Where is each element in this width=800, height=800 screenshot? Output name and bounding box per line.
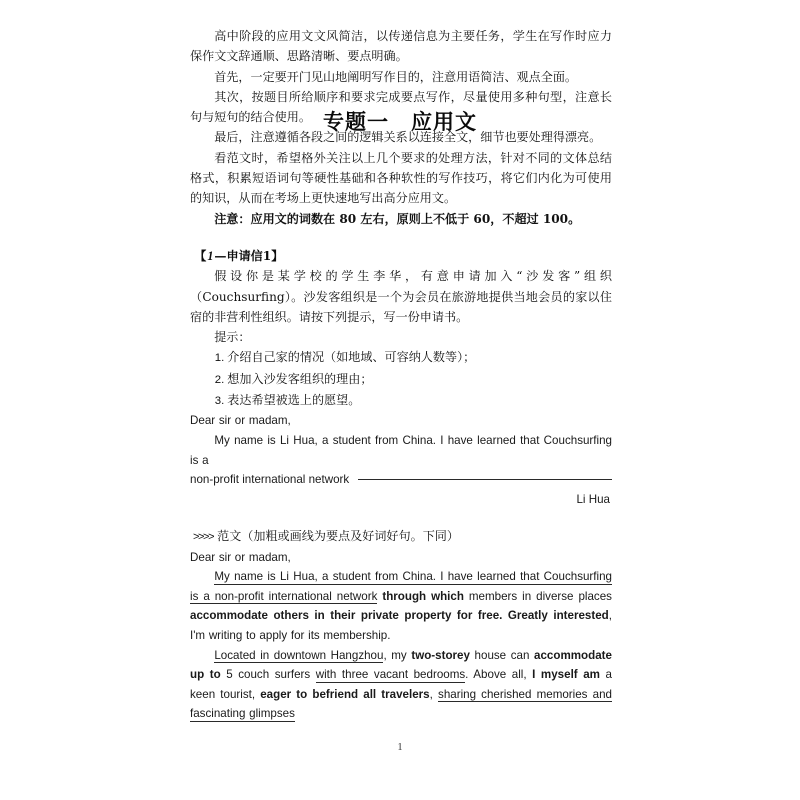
prompt-item-number: 3. (214, 395, 225, 408)
essay-underline-span: My name is Li Hua, a student from China. I have learned that Couchsurfing is a non-profit international network (190, 570, 612, 603)
essay-plain-span: 5 couch surfers (226, 668, 311, 682)
essay-plain-span: , my (383, 648, 407, 662)
prompt-item-number: 2. (214, 373, 225, 386)
prompt-item-number: 1. (214, 352, 225, 365)
prompt-item-text: 介绍自己家的情况（如地域、可容纳人数等）； (227, 350, 476, 365)
model-salutation: Dear sir or madam, (190, 550, 291, 564)
prompt-item-text: 想加入沙发客组织的理由； (227, 371, 373, 386)
essay-bold-span: accommodate up to (190, 648, 612, 682)
spacer (190, 509, 612, 526)
task-body-line: My name is Li Hua, a student from China. I have learned that Couchsurfing is a (190, 433, 612, 467)
model-paragraph-1 (190, 567, 612, 645)
bracket-close: 】 (271, 248, 284, 263)
essay-bold-span: accommodate others in their private property for free. Greatly interested (190, 609, 609, 623)
task-signature: Li Hua (576, 492, 610, 506)
essay-plain-span: , (429, 687, 433, 701)
prompt-label: 提示： (214, 330, 251, 345)
essay-plain-span: a keen tourist, (190, 668, 612, 701)
section-heading (190, 229, 612, 266)
intro-paragraph: 最后，注意遵循各段之间的逻辑关系以连接全文，细节也要处理得漂亮。 (214, 130, 602, 145)
essay-bold-span: I myself am (532, 668, 600, 682)
answer-blank-rule (358, 468, 612, 480)
intro-section (190, 26, 612, 229)
chevron-right-icon: >>>> (193, 531, 214, 544)
intro-paragraph: 看范文时，希望格外关注以上几个要求的处理方法，针对不同的文体总结格式，积累短语词句等硬性基础和各种软性的写作技巧，将它们内化为可使用的知识，从而在考场上更快速地写出高分应用文。 (190, 150, 612, 206)
bracket-open: 【 (194, 248, 207, 263)
prompt-intro: 假设你是某学校的学生李华，有意申请加入“沙发客”组织（Couchsurfing）。沙发客组织是一个为会员在旅游地提供当地会员的家以住宿的非营利性组织。请按下列提示，写一份申请书。 (190, 269, 612, 324)
essay-plain-span: members in diverse places (468, 589, 612, 603)
section-number: 1 (207, 248, 214, 263)
task-answer-rule-row (190, 470, 612, 490)
model-paragraph-2 (190, 646, 612, 724)
prompt-list-item (190, 369, 612, 390)
word-count-note: 注意：应用文的词数在 80 左右，原则上不低于 60，不超过 100。 (214, 211, 581, 226)
task-salutation: Dear sir or madam, (190, 414, 291, 428)
intro-paragraph: 其次，按题目所给顺序和要求完成要点写作，尽量使用多种句型，注意长句与短句的结合使用。 (190, 89, 612, 125)
intro-paragraph: 高中阶段的应用文文风简洁，以传递信息为主要任务，学生在写作时应力保作文文辞通顺、思路清晰、要点明确。 (190, 29, 612, 64)
essay-bold-span: through which (382, 589, 464, 603)
prompt-list-item (190, 390, 612, 411)
task-body-line-tail: non-profit international network (190, 473, 350, 487)
model-essay-marker (190, 526, 612, 547)
prompt-list-item (190, 347, 612, 368)
prompt-item-text: 表达希望被选上的愿望。 (227, 393, 361, 408)
essay-plain-span: , I'm writing to apply for its membership. (190, 609, 612, 642)
page-content (190, 0, 612, 724)
page-number: 1 (397, 742, 403, 753)
essay-underline-span: Located in downtown Hangzhou (214, 648, 384, 662)
essay-plain-span: house can (474, 648, 530, 662)
section-heading-label: —申请信1 (214, 248, 272, 263)
page-title: 专题一 应用文 (323, 109, 477, 134)
essay-bold-span: two-storey (411, 648, 470, 662)
essay-bold-span: eager to befriend all travelers (260, 687, 430, 701)
essay-underline-span: sharing cherished memories and fascinating glimpses (190, 687, 612, 721)
intro-paragraph: 首先，一定要开门见山地阐明写作目的，注意用语简洁、观点全面。 (214, 69, 578, 84)
model-essay-marker-text: 范文（加粗或画线为要点及好词好句。下同） (217, 529, 459, 544)
essay-plain-span: . Above all, (465, 668, 527, 682)
essay-underline-span: with three vacant bedrooms (315, 668, 466, 682)
